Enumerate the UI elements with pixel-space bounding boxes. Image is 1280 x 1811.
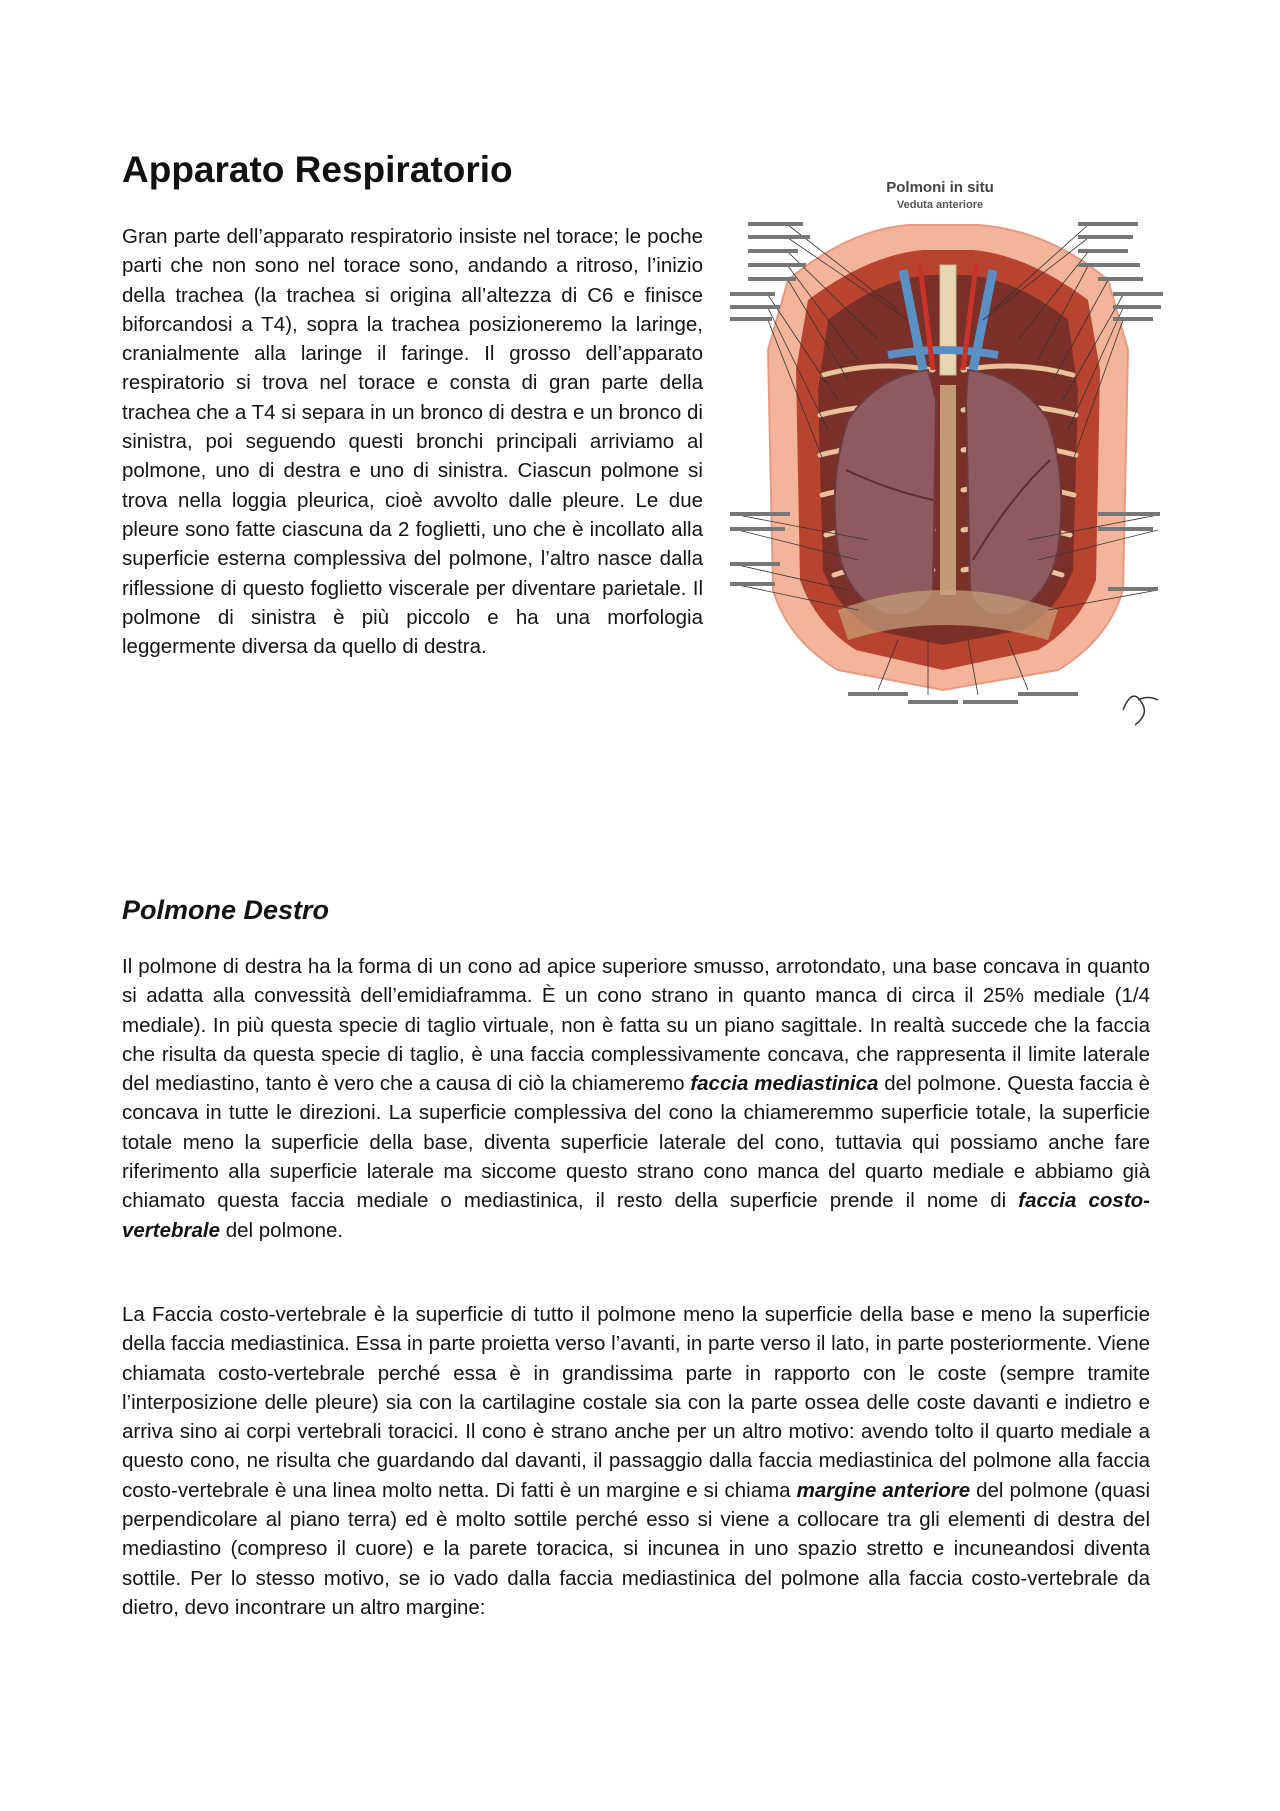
paragraph-1: Il polmone di destra ha la forma di un cono ad apice superiore smusso, arrotondato, una base concava in quanto si adatta alla convessità dell’emidiaframma. È un cono strano in quanto manca di circa il 25% mediale (1/4 mediale). In più questa specie di taglio virtuale, non è fatta su un piano sagittale. In realtà succede che la faccia che risulta da questa specie di taglio, è una faccia complessivamente concava, che rappresenta il limite laterale del mediastino, tanto è vero che a causa di ciò la chiameremo faccia mediastinica del polmone. Questa faccia è concava in tutte le direzioni. La superficie complessiva del cono la chiameremmo superficie totale, la superficie totale meno la superficie della base, diventa superficie laterale del cono, tuttavia qui possiamo anche fare riferimento alla superficie laterale ma siccome questo strano cono manca del quarto mediale e abbiamo già chiamato questa faccia mediale o mediastinica, il resto della superficie prende il nome di faccia costo-vertebrale del polmone. — [122, 955, 1150, 1242]
intro-paragraph: Gran parte dell’apparato respiratorio insiste nel torace; le poche parti che non sono nel torace sono, andando a ritroso, l’inizio della trachea (la trachea si origina all’altezza di C6 e finisce biforcandosi a T4), sopra la trachea posizioneremo la laringe, cranialmente alla laringe il faringe. Il grosso dell’apparato respiratorio si trova nel torace e consta di gran parte della trachea che a T4 si separa in un bronco di destra e un bronco di sinistra, poi seguendo questi bronchi principali arriviamo al polmone, uno di destra e uno di sinistra. Ciascun polmone si trova nella loggia pleurica, cioè avvolto dalle pleure. Le due pleure sono fatte ciascuna da 2 foglietti, uno che è incollato alla superficie esterna complessiva del polmone, l’altro nasce dalla riflessione di questo foglietto viscerale per diventare parietale. Il polmone di sinistra è più piccolo e ha una morfologia leggermente diversa da quello di destra. — [122, 225, 703, 659]
section-title: Polmone Destro — [122, 895, 330, 925]
lungs-illustration — [728, 170, 1168, 755]
term-faccia-mediastinica: faccia mediastinica — [690, 1072, 879, 1096]
page-title: Apparato Respiratorio — [122, 149, 513, 190]
figure-title: Polmoni in situ — [886, 179, 994, 196]
figure-subtitle: Veduta anteriore — [896, 199, 984, 211]
term-margine-anteriore: margine anteriore — [796, 1478, 971, 1502]
artist-signature — [1123, 696, 1158, 725]
paragraph-2: La Faccia costo-vertebrale è la superficie di tutto il polmone meno la superficie della base e meno la superficie della faccia mediastinica. Essa in parte proietta verso l’avanti, in parte verso il lato, in parte posteriormente. Viene chiamata costo-vertebrale perché essa è in grandissima parte in rapporto con le coste (sempre tramite l’interposizione delle pleure) sia con la cartilagine costale sia con la parte ossea delle coste davanti e indietro e arriva sino ai corpi vertebrali toracici. Il cono è strano anche per un altro motivo: avendo tolto il quarto mediale a questo cono, ne risulta che guardando dal davanti, il passaggio dalla faccia mediastinica del polmone alla faccia costo-vertebrale è una linea molto netta. Di fatti è un margine e si chiama margine anteriore del polmone (quasi perpendicolare al piano terra) ed è molto sottile perché esso si viene a collocare tra gli elementi di destra del mediastino (compreso il cuore) e la parete toracica, si incunea in uno spazio stretto e incuneandosi diventa sottile. Per lo stesso motivo, se io vado dalla faccia mediastinica del polmone alla faccia costo-vertebrale da dietro, devo incontrare un altro margine: — [122, 1303, 1151, 1619]
anatomy-figure-lungs-in-situ — [728, 170, 1168, 755]
term-faccia-costo-vertebrale: faccia costo-vertebrale — [122, 1189, 1150, 1242]
